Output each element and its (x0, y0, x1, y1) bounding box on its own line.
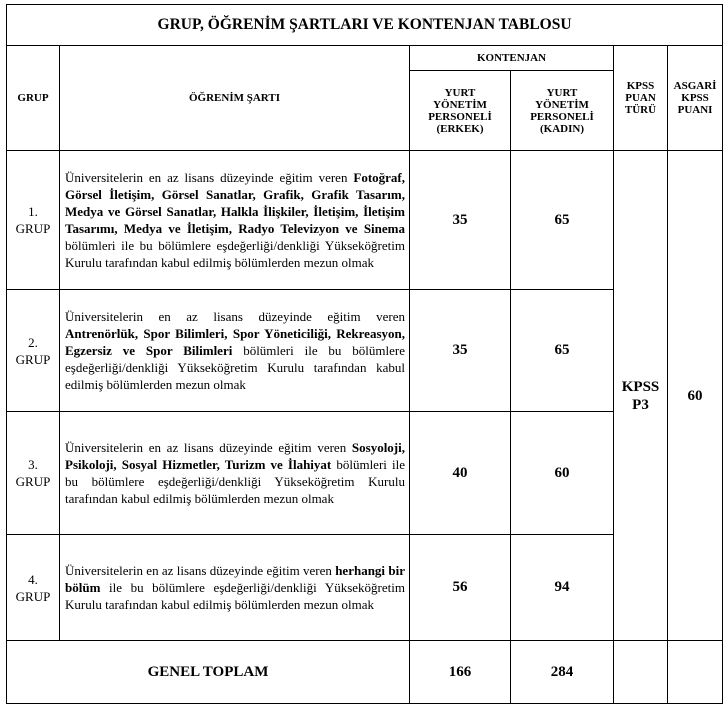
header-line: PUAN (625, 92, 656, 104)
quota-kadin: 94 (511, 535, 614, 641)
group-label (7, 290, 60, 412)
header-line: ASGARİ (673, 80, 717, 92)
condition-segment: bölümleri ile bu bölümlere eşdeğerliği/denkliği Yükseköğretim Kurulu tarafından kabul edilmiş bölümlerden mezun olmak (65, 457, 405, 506)
condition-segment: Üniversitelerin en az lisans düzeyinde eğitim veren (65, 309, 405, 324)
kontenjan-table (6, 4, 723, 704)
condition-segment-bold: Sosyoloji, Psikoloji, Sosyal Hizmetler, Turizm ve İlahiyat (65, 440, 405, 472)
total-kadin: 284 (511, 641, 614, 704)
group-word: GRUP (15, 474, 51, 489)
group-number: 4. (28, 571, 38, 587)
total-empty-cell (668, 641, 723, 704)
condition-segment-bold: Antrenörlük, Spor Bilimleri, Spor Yöneticiliği, Rekreasyon, Egzersiz ve Spor Bilimleri (65, 326, 405, 358)
group-label (7, 412, 60, 535)
kpss-line: KPSS (621, 378, 660, 395)
header-line: (KADIN) (540, 122, 584, 135)
header-line: PERSONELİ (428, 110, 492, 123)
quota-erkek: 56 (410, 535, 511, 641)
asgari-kpss-puani: 60 (668, 151, 723, 641)
condition-text (60, 535, 410, 641)
header-ogrenim-sarti: ÖĞRENİM ŞARTI (60, 46, 410, 151)
table-row (7, 151, 723, 290)
condition-segment: Üniversitelerin en az lisans düzeyinde eğitim veren (65, 170, 354, 185)
group-number: 3. (28, 457, 38, 472)
condition-segment-bold: herhangi bir bölüm (65, 563, 405, 595)
header-erkek (410, 71, 511, 151)
quota-erkek: 40 (410, 412, 511, 535)
condition-segment: Üniversitelerin en az lisans düzeyinde eğitim veren (65, 563, 336, 578)
condition-segment: bölümleri ile bu bölümlere eşdeğerliği/denkliği Yükseköğretim Kurulu tarafından kabul edilmiş bölümlerden mezun olmak (65, 343, 405, 392)
group-number: 1. (28, 204, 38, 219)
group-number: 2. (28, 334, 38, 350)
condition-segment-bold: Fotoğraf, Görsel İletişim, Görsel Sanatlar, Grafik, Grafik Tasarım, Medya ve Görsel Sanatlar, Halkla İlişkiler, İletişim, İletişim Tasarımı, Medya ve İletişim, Radyo Televizyon ve Sinema (65, 170, 405, 236)
total-erkek: 166 (410, 641, 511, 704)
condition-segment: ile bu bölümlere eşdeğerliği/denkliği Yükseköğretim Kurulu tarafından kabul edilmiş bölümlerden mezun olmak (65, 580, 405, 612)
table-title: GRUP, ÖĞRENİM ŞARTLARI VE KONTENJAN TABLOSU (7, 5, 723, 46)
header-line: (ERKEK) (436, 122, 484, 135)
total-empty-cell (614, 641, 668, 704)
header-line: TÜRÜ (624, 104, 657, 116)
header-line: KPSS (681, 92, 709, 104)
condition-segment: Üniversitelerin en az lisans düzeyinde eğitim veren (65, 440, 352, 455)
condition-segment: bölümleri ile bu bölümlere eşdeğerliği/denkliği Yükseköğretim Kurulu tarafından kabul edilmiş bölümlerden mezun olmak (65, 238, 405, 270)
header-kadin (511, 71, 614, 151)
kpss-puan-turu (614, 151, 668, 641)
header-line: KPSS (626, 80, 655, 92)
header-line: YURT (444, 86, 476, 99)
kpss-line: P3 (632, 396, 649, 413)
header-kpss-puan-turu (614, 46, 668, 151)
group-word: GRUP (15, 351, 51, 367)
group-word: GRUP (15, 221, 51, 236)
header-line: PERSONELİ (530, 110, 594, 123)
header-line: YÖNETİM (535, 98, 589, 111)
header-kontenjan: KONTENJAN (410, 46, 614, 71)
header-line: YÖNETİM (433, 98, 487, 111)
group-word: GRUP (15, 588, 51, 604)
quota-erkek: 35 (410, 290, 511, 412)
quota-kadin: 65 (511, 151, 614, 290)
header-grup: GRUP (7, 46, 60, 151)
quota-erkek: 35 (410, 151, 511, 290)
total-row (7, 641, 723, 704)
quota-kadin: 60 (511, 412, 614, 535)
header-asgari-kpss-puani (668, 46, 723, 151)
condition-text (60, 151, 410, 290)
total-label: GENEL TOPLAM (7, 641, 410, 704)
group-label (7, 151, 60, 290)
quota-kadin: 65 (511, 290, 614, 412)
condition-text (60, 412, 410, 535)
header-line: PUANI (677, 104, 713, 116)
condition-text (60, 290, 410, 412)
header-line: YURT (546, 86, 578, 99)
group-label (7, 535, 60, 641)
